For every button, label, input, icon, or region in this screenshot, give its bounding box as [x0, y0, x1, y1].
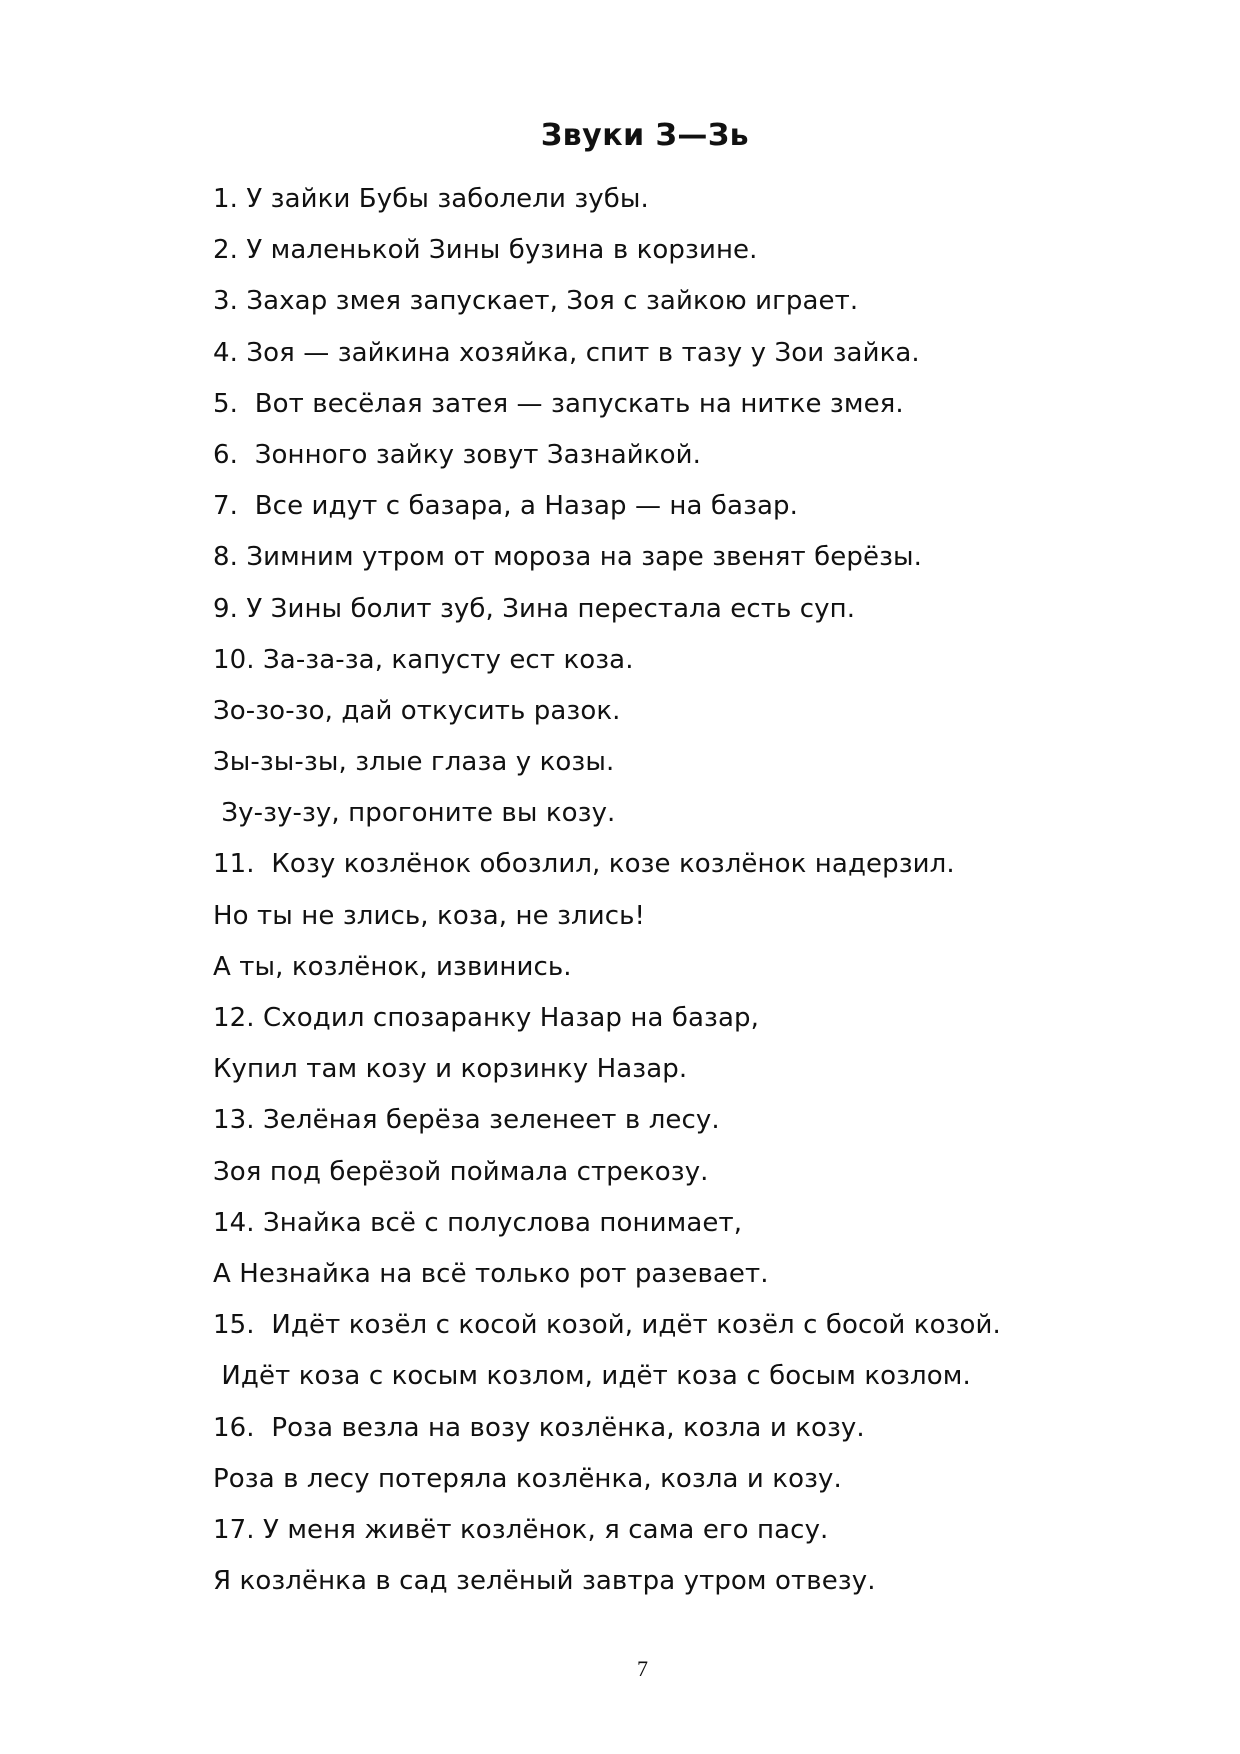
text-line: 7. Все идут с базара, а Назар — на базар.	[213, 491, 799, 522]
text-line: 4. Зоя — зайкина хозяйка, спит в тазу у Зои зайка.	[213, 337, 920, 368]
text-line: Я козлёнка в сад зелёный завтра утром отвезу.	[213, 1566, 876, 1597]
text-line: 2. У маленькой Зины бузина в корзине.	[213, 235, 758, 266]
text-line: Купил там козу и корзинку Назар.	[213, 1054, 688, 1085]
text-line: А Незнайка на всё только рот разевает.	[213, 1258, 769, 1289]
text-line: 12. Сходил спозаранку Назар на базар,	[213, 1003, 759, 1033]
text-line: 10. За-за-за, капусту ест коза.	[213, 644, 634, 675]
page-number: 7	[637, 1656, 648, 1681]
text-line: 6. Зонного зайку зовут Зазнайкой.	[213, 439, 701, 470]
text-line: Зо-зо-зо, дай откусить разок.	[213, 695, 621, 726]
text-line: 14. Знайка всё с полуслова понимает,	[213, 1207, 743, 1238]
text-line: Зы-зы-зы, злые глаза у козы.	[213, 747, 615, 778]
text-line: 3. Захар змея запускает, Зоя с зайкою играет.	[213, 286, 859, 317]
text-line: 17. У меня живёт козлёнок, я сама его пасу.	[213, 1514, 829, 1545]
text-line: Идёт коза с косым козлом, идёт коза с босым козлом.	[213, 1361, 971, 1392]
text-line: Но ты не злись, коза, не злись!	[213, 900, 646, 931]
page-title: Звуки З—Зь	[540, 118, 750, 153]
text-line: 16. Роза везла на возу козлёнка, козла и козу.	[213, 1412, 865, 1443]
text-line: 11. Козу козлёнок обозлил, козе козлёнок надерзил.	[213, 849, 955, 880]
text-line: 13. Зелёная берёза зеленеет в лесу.	[213, 1105, 720, 1136]
text-line: Роза в лесу потеряла козлёнка, козла и козу.	[213, 1463, 842, 1494]
text-line: 15. Идёт козёл с косой козой, идёт козёл с босой козой.	[213, 1310, 1001, 1341]
text-line: 1. У зайки Бубы заболели зубы.	[213, 184, 649, 214]
tongue-twister-list	[213, 174, 1213, 1607]
text-line: Зоя под берёзой поймала стрекозу.	[213, 1156, 709, 1187]
text-line: 9. У Зины болит зуб, Зина перестала есть суп.	[213, 593, 856, 624]
text-line: А ты, козлёнок, извинись.	[213, 951, 572, 982]
text-line: 5. Вот весёлая затея — запускать на нитке змея.	[213, 388, 904, 419]
text-line: 8. Зимним утром от мороза на заре звенят берёзы.	[213, 542, 922, 573]
text-line: Зу-зу-зу, прогоните вы козу.	[213, 798, 616, 829]
